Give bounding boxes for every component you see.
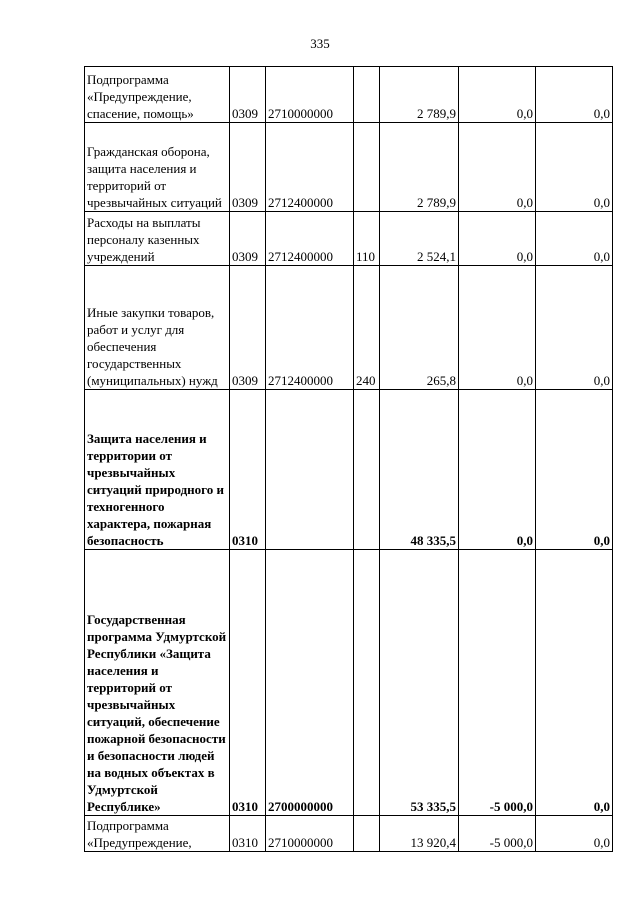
row-name: Гражданская оборона, защита населения и территорий от чрезвычайных ситуаций	[85, 123, 230, 212]
row-amount: 2 789,9	[380, 123, 459, 212]
row-amount: 53 335,5	[380, 550, 459, 816]
row-amount: 13 920,4	[380, 816, 459, 852]
row-expense-type: 240	[354, 266, 380, 390]
row-name: Подпрограмма «Предупреждение, спасение, помощь»	[85, 67, 230, 123]
row-total: 0,0	[536, 212, 613, 266]
row-name: Иные закупки товаров, работ и услуг для обеспечения государственных (муниципальных) нужд	[85, 266, 230, 390]
row-name: Расходы на выплаты персоналу казенных учреждений	[85, 212, 230, 266]
row-expense-type	[354, 390, 380, 550]
row-expense-type	[354, 550, 380, 816]
row-total: 0,0	[536, 816, 613, 852]
row-article-code: 2710000000	[266, 67, 354, 123]
row-article-code: 2712400000	[266, 123, 354, 212]
table-row	[85, 266, 613, 390]
row-expense-type	[354, 816, 380, 852]
row-change: 0,0	[459, 266, 536, 390]
table-row	[85, 212, 613, 266]
page-number: 335	[310, 36, 330, 51]
row-name: Государственная программа Удмуртской Республики «Защита населения и территорий от чрезвычайных ситуаций, обеспечение пожарной безопасности и безопасности людей на водных объектах в Удмуртской Республике»	[85, 550, 230, 816]
row-amount: 48 335,5	[380, 390, 459, 550]
table-row	[85, 390, 613, 550]
row-section-code: 0310	[230, 816, 266, 852]
row-change: -5 000,0	[459, 550, 536, 816]
row-section-code: 0309	[230, 212, 266, 266]
table-row	[85, 816, 613, 852]
row-section-code: 0309	[230, 123, 266, 212]
row-section-code: 0309	[230, 266, 266, 390]
row-change: 0,0	[459, 390, 536, 550]
row-expense-type	[354, 67, 380, 123]
table-row	[85, 550, 613, 816]
row-expense-type	[354, 123, 380, 212]
row-article-code: 2712400000	[266, 266, 354, 390]
row-section-code: 0309	[230, 67, 266, 123]
row-change: -5 000,0	[459, 816, 536, 852]
row-name: Подпрограмма «Предупреждение,	[85, 816, 230, 852]
row-amount: 2 789,9	[380, 67, 459, 123]
row-amount: 2 524,1	[380, 212, 459, 266]
row-article-code	[266, 390, 354, 550]
row-article-code: 2710000000	[266, 816, 354, 852]
row-change: 0,0	[459, 212, 536, 266]
row-total: 0,0	[536, 550, 613, 816]
row-total: 0,0	[536, 266, 613, 390]
row-total: 0,0	[536, 390, 613, 550]
row-amount: 265,8	[380, 266, 459, 390]
row-change: 0,0	[459, 67, 536, 123]
budget-table	[84, 66, 613, 852]
table-row	[85, 67, 613, 123]
row-total: 0,0	[536, 67, 613, 123]
row-total: 0,0	[536, 123, 613, 212]
row-article-code: 2700000000	[266, 550, 354, 816]
row-article-code: 2712400000	[266, 212, 354, 266]
row-expense-type: 110	[354, 212, 380, 266]
row-section-code: 0310	[230, 550, 266, 816]
row-section-code: 0310	[230, 390, 266, 550]
table-row	[85, 123, 613, 212]
row-name: Защита населения и территории от чрезвычайных ситуаций природного и техногенного характера, пожарная безопасность	[85, 390, 230, 550]
row-change: 0,0	[459, 123, 536, 212]
